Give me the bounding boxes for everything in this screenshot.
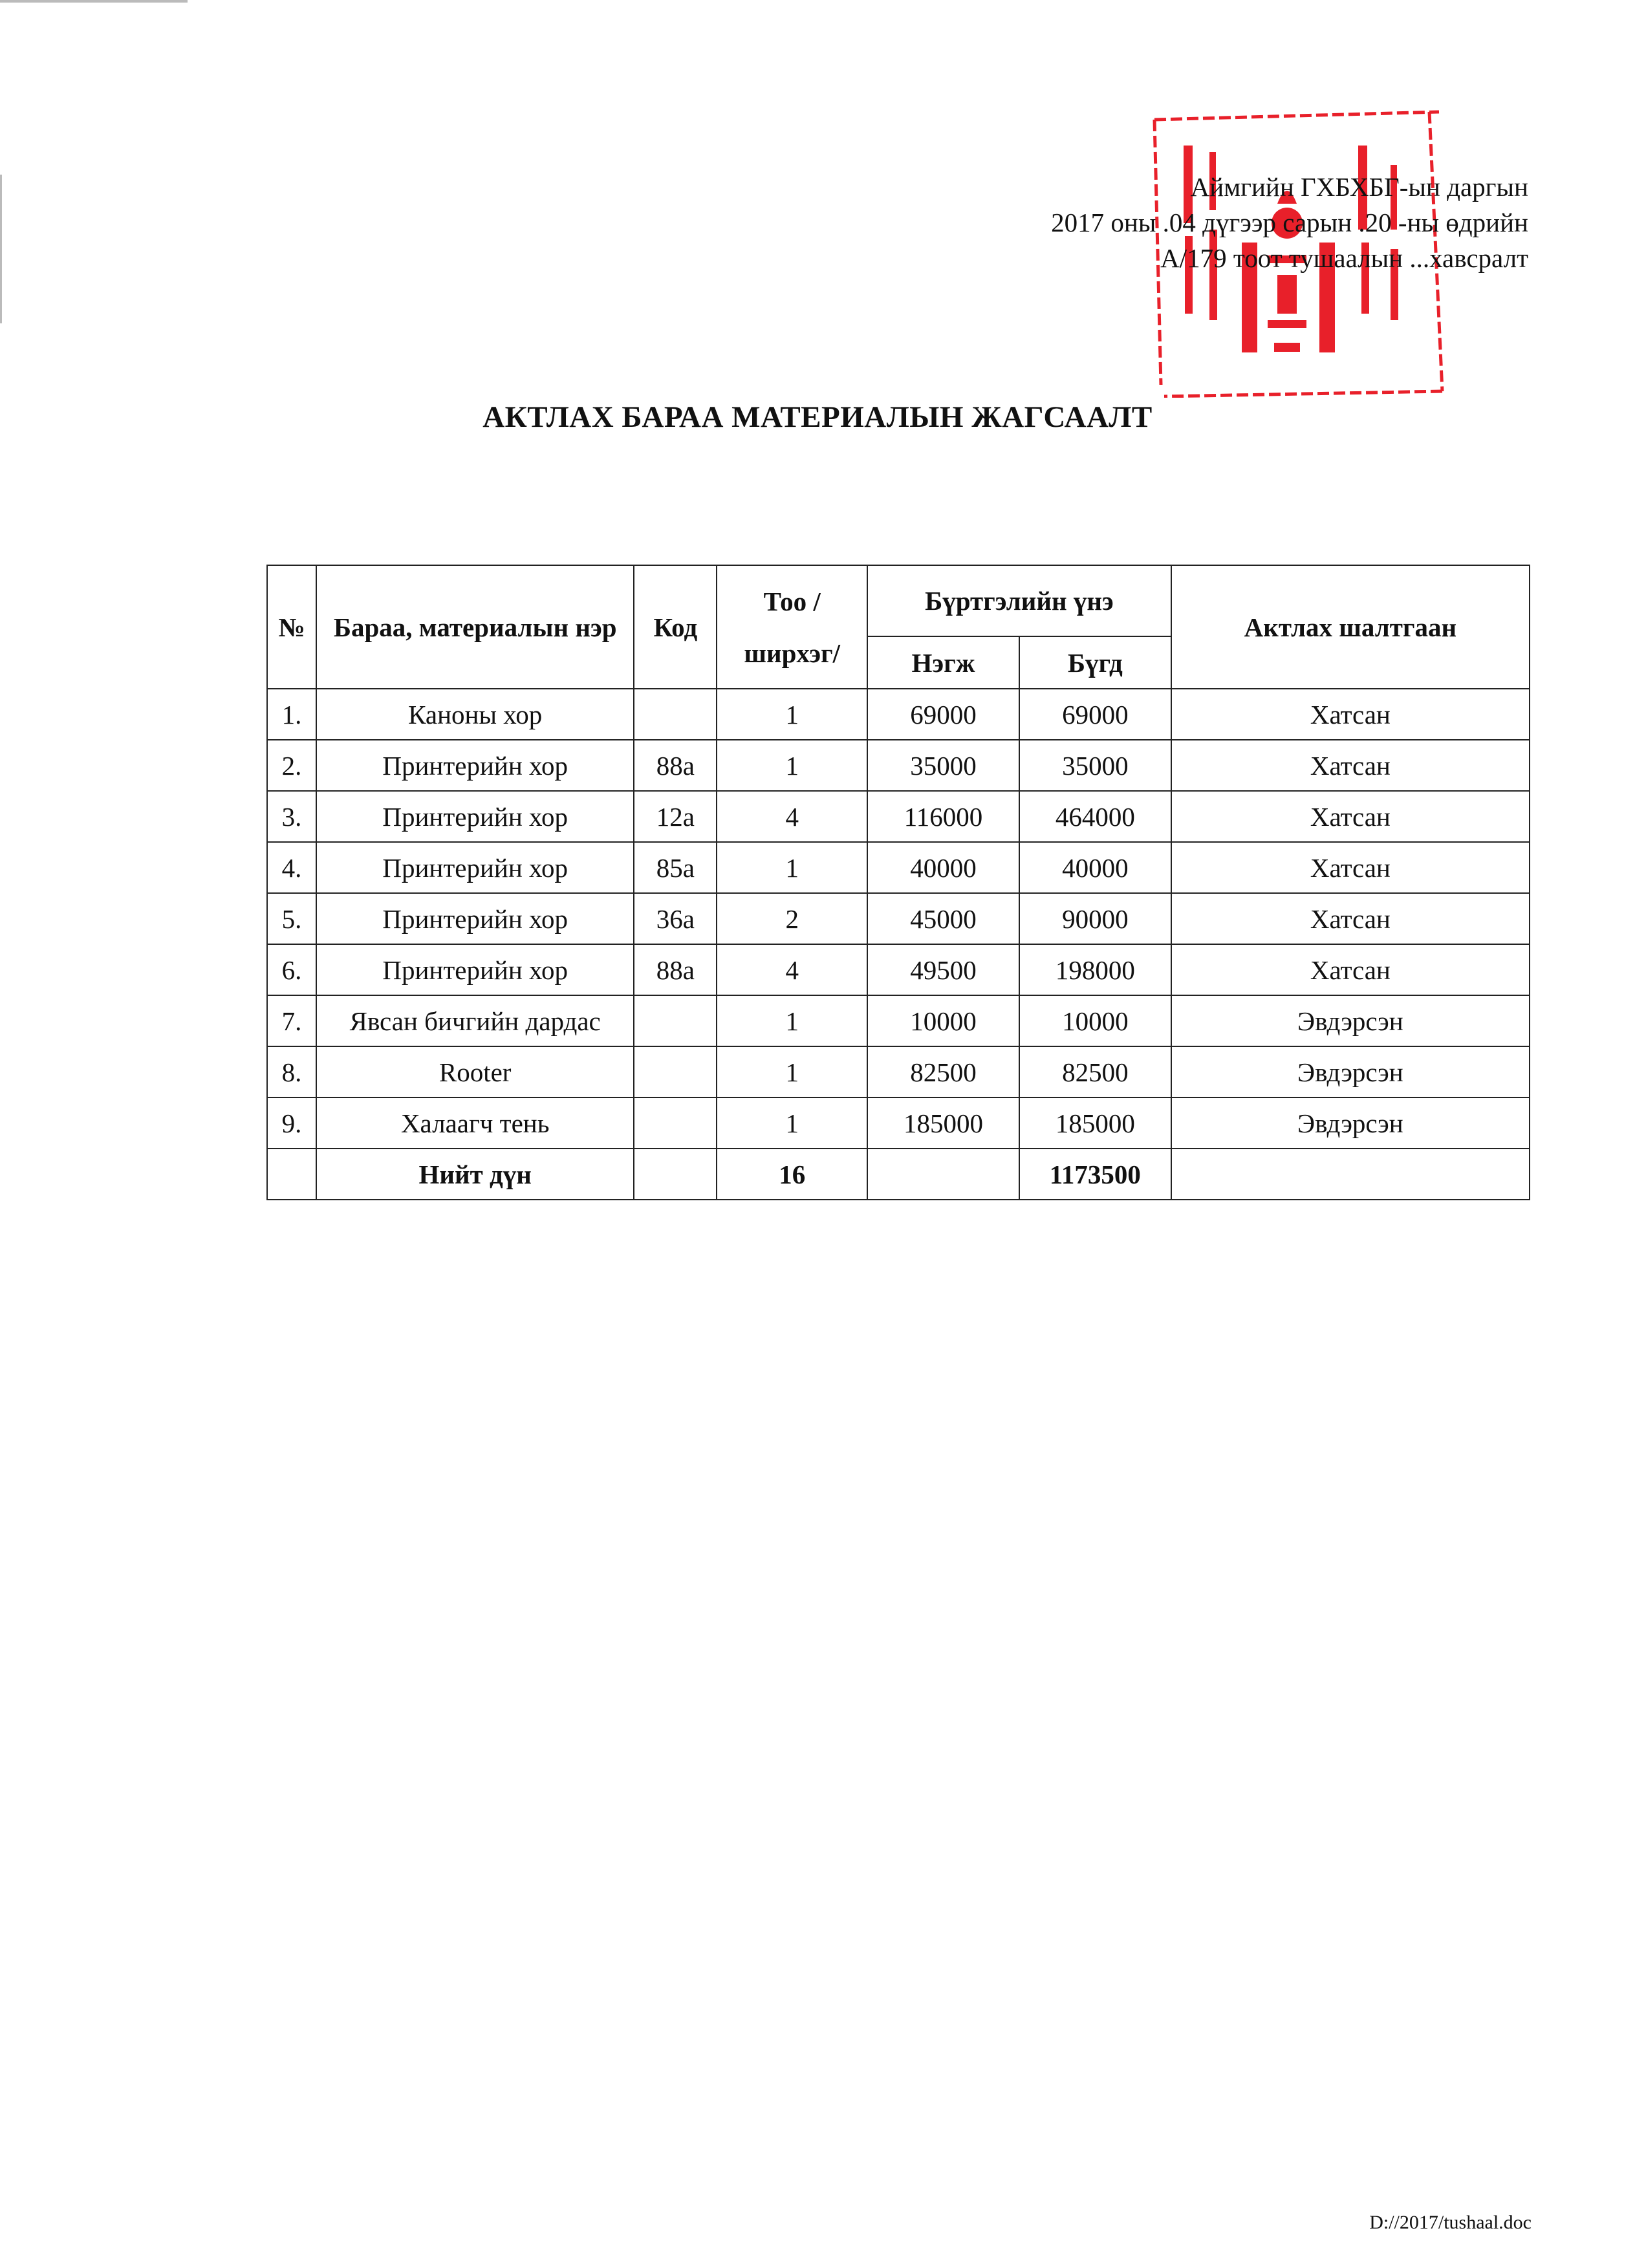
scan-edge-mark bbox=[0, 0, 188, 3]
item-name-cell: Принтерийн хор bbox=[316, 944, 634, 995]
item-name-cell: Принтерийн хор bbox=[316, 842, 634, 893]
total-price-cell: 69000 bbox=[1019, 689, 1171, 740]
table-row bbox=[267, 791, 1530, 842]
row-number-cell: 7. bbox=[267, 995, 316, 1046]
table-row bbox=[267, 995, 1530, 1046]
unit-price-cell: 69000 bbox=[867, 689, 1019, 740]
unit-price-cell: 185000 bbox=[867, 1097, 1019, 1149]
quantity-cell: 4 bbox=[717, 791, 867, 842]
table-row bbox=[267, 740, 1530, 791]
item-name-cell: Явсан бичгийн дардас bbox=[316, 995, 634, 1046]
item-name-cell: Принтерийн хор bbox=[316, 740, 634, 791]
unit-price-cell: 49500 bbox=[867, 944, 1019, 995]
quantity-cell: 1 bbox=[717, 740, 867, 791]
item-code-cell: 12a bbox=[634, 791, 717, 842]
header-reason: Актлах шалтгаан bbox=[1171, 565, 1530, 689]
materials-table bbox=[266, 565, 1530, 1200]
reason-cell: Хатсан bbox=[1171, 893, 1530, 944]
row-number-cell: 1. bbox=[267, 689, 316, 740]
unit-price-cell: 45000 bbox=[867, 893, 1019, 944]
total-price-cell: 90000 bbox=[1019, 893, 1171, 944]
header-total-price: Бүгд bbox=[1019, 636, 1171, 689]
scan-edge-mark bbox=[0, 175, 2, 323]
quantity-cell: 2 bbox=[717, 893, 867, 944]
unit-price-cell: 82500 bbox=[867, 1046, 1019, 1097]
document-title: АКТЛАХ БАРАА МАТЕРИАЛЫН ЖАГСААЛТ bbox=[482, 400, 1153, 434]
unit-price-cell: 35000 bbox=[867, 740, 1019, 791]
item-code-cell bbox=[634, 995, 717, 1046]
item-code-cell bbox=[634, 1046, 717, 1097]
row-number-cell: 8. bbox=[267, 1046, 316, 1097]
total-price-cell: 198000 bbox=[1019, 944, 1171, 995]
total-label: Нийт дүн bbox=[316, 1149, 634, 1200]
table-row bbox=[267, 842, 1530, 893]
table-row bbox=[267, 689, 1530, 740]
item-name-cell: Принтерийн хор bbox=[316, 893, 634, 944]
row-number-cell: 6. bbox=[267, 944, 316, 995]
row-number-cell: 3. bbox=[267, 791, 316, 842]
row-number-cell: 5. bbox=[267, 893, 316, 944]
item-code-cell bbox=[634, 689, 717, 740]
unit-price-cell: 40000 bbox=[867, 842, 1019, 893]
reason-cell: Эвдэрсэн bbox=[1171, 995, 1530, 1046]
quantity-cell: 4 bbox=[717, 944, 867, 995]
header-line-3: А/179 тоот тушаалын ...хавсралт bbox=[1160, 243, 1528, 273]
table-row bbox=[267, 944, 1530, 995]
row-number-cell: 9. bbox=[267, 1097, 316, 1149]
total-price-cell: 40000 bbox=[1019, 842, 1171, 893]
total-price-cell: 35000 bbox=[1019, 740, 1171, 791]
header-registered-price: Бүртгэлийн үнэ bbox=[867, 565, 1171, 636]
reason-cell: Эвдэрсэн bbox=[1171, 1046, 1530, 1097]
file-path-footer: D://2017/tushaal.doc bbox=[1369, 2212, 1532, 2233]
total-price-cell: 10000 bbox=[1019, 995, 1171, 1046]
total-qty: 16 bbox=[717, 1149, 867, 1200]
reason-cell: Хатсан bbox=[1171, 791, 1530, 842]
document-header bbox=[1051, 169, 1528, 276]
header-no: № bbox=[267, 565, 316, 689]
reason-cell: Хатсан bbox=[1171, 944, 1530, 995]
total-price-cell: 82500 bbox=[1019, 1046, 1171, 1097]
total-sum: 1173500 bbox=[1019, 1149, 1171, 1200]
quantity-cell: 1 bbox=[717, 842, 867, 893]
table-row bbox=[267, 1097, 1530, 1149]
item-name-cell: Халаагч тень bbox=[316, 1097, 634, 1149]
item-code-cell: 85a bbox=[634, 842, 717, 893]
item-name-cell: Каноны хор bbox=[316, 689, 634, 740]
item-code-cell: 36a bbox=[634, 893, 717, 944]
item-code-cell: 88a bbox=[634, 740, 717, 791]
item-name-cell: Rooter bbox=[316, 1046, 634, 1097]
item-name-cell: Принтерийн хор bbox=[316, 791, 634, 842]
item-code-cell bbox=[634, 1097, 717, 1149]
total-price-cell: 464000 bbox=[1019, 791, 1171, 842]
header-code: Код bbox=[634, 565, 717, 689]
reason-cell: Хатсан bbox=[1171, 842, 1530, 893]
header-unit-price: Нэгж bbox=[867, 636, 1019, 689]
table-row bbox=[267, 1046, 1530, 1097]
total-row bbox=[267, 1149, 1530, 1200]
total-price-cell: 185000 bbox=[1019, 1097, 1171, 1149]
header-qty: Тоо /ширхэг/ bbox=[717, 565, 867, 689]
reason-cell: Хатсан bbox=[1171, 740, 1530, 791]
total-code-cell bbox=[634, 1149, 717, 1200]
header-line-2: 2017 оны .04 дүгээр сарын .20 -ны өдрийн bbox=[1051, 208, 1528, 237]
reason-cell: Эвдэрсэн bbox=[1171, 1097, 1530, 1149]
quantity-cell: 1 bbox=[717, 689, 867, 740]
quantity-cell: 1 bbox=[717, 1097, 867, 1149]
quantity-cell: 1 bbox=[717, 995, 867, 1046]
table-row bbox=[267, 893, 1530, 944]
row-number-cell: 2. bbox=[267, 740, 316, 791]
header-line-1: Аймгийн ГХБХБГ-ын даргын bbox=[1190, 172, 1528, 202]
unit-price-cell: 116000 bbox=[867, 791, 1019, 842]
unit-price-cell: 10000 bbox=[867, 995, 1019, 1046]
quantity-cell: 1 bbox=[717, 1046, 867, 1097]
total-no-cell bbox=[267, 1149, 316, 1200]
reason-cell: Хатсан bbox=[1171, 689, 1530, 740]
header-name: Бараа, материалын нэр bbox=[316, 565, 634, 689]
total-reason-cell bbox=[1171, 1149, 1530, 1200]
item-code-cell: 88a bbox=[634, 944, 717, 995]
row-number-cell: 4. bbox=[267, 842, 316, 893]
total-unit-cell bbox=[867, 1149, 1019, 1200]
